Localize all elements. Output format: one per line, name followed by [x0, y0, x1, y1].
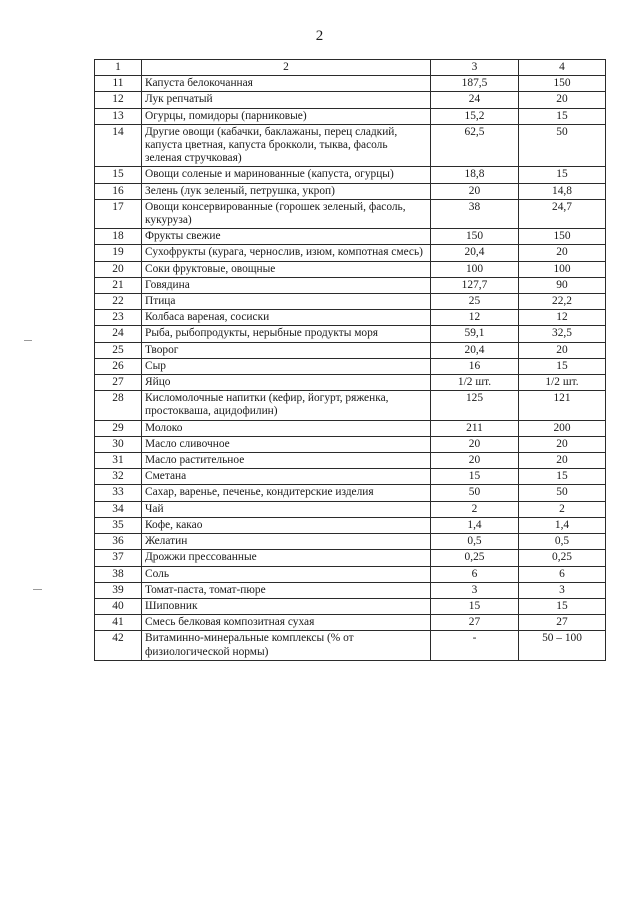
row-number: 26 [95, 358, 142, 374]
table-row [95, 229, 606, 245]
value-col-3: 211 [431, 420, 519, 436]
row-number: 12 [95, 92, 142, 108]
value-col-3: 3 [431, 582, 519, 598]
value-col-4: 20 [519, 436, 606, 452]
value-col-3: 15 [431, 469, 519, 485]
value-col-3: 20,4 [431, 342, 519, 358]
value-col-3: 0,5 [431, 534, 519, 550]
table-row [95, 124, 606, 167]
table-row [95, 92, 606, 108]
row-number: 32 [95, 469, 142, 485]
value-col-4: 24,7 [519, 199, 606, 228]
value-col-4: 20 [519, 342, 606, 358]
row-number: 19 [95, 245, 142, 261]
table-row [95, 261, 606, 277]
product-name: Дрожжи прессованные [142, 550, 431, 566]
row-number: 36 [95, 534, 142, 550]
value-col-3: 18,8 [431, 167, 519, 183]
value-col-3: 20 [431, 453, 519, 469]
value-col-3: 100 [431, 261, 519, 277]
value-col-4: 121 [519, 391, 606, 420]
value-col-4: 200 [519, 420, 606, 436]
value-col-4: 32,5 [519, 326, 606, 342]
value-col-3: 15,2 [431, 108, 519, 124]
row-number: 18 [95, 229, 142, 245]
scan-mark [33, 589, 42, 590]
value-col-3: 127,7 [431, 277, 519, 293]
value-col-4: 90 [519, 277, 606, 293]
product-name: Овощи соленые и маринованные (капуста, огурцы) [142, 167, 431, 183]
value-col-4: 20 [519, 92, 606, 108]
value-col-3: 16 [431, 358, 519, 374]
product-name: Сметана [142, 469, 431, 485]
value-col-3: 2 [431, 501, 519, 517]
product-name: Овощи консервированные (горошек зеленый, фасоль, кукуруза) [142, 199, 431, 228]
value-col-4: 150 [519, 76, 606, 92]
product-name: Желатин [142, 534, 431, 550]
row-number: 29 [95, 420, 142, 436]
table-body [95, 60, 606, 661]
product-name: Шиповник [142, 598, 431, 614]
row-number: 15 [95, 167, 142, 183]
table-row [95, 342, 606, 358]
product-name: Кисломолочные напитки (кефир, йогурт, ряженка, простокваша, ацидофилин) [142, 391, 431, 420]
value-col-3: 12 [431, 310, 519, 326]
table-row [95, 76, 606, 92]
table-row [95, 245, 606, 261]
row-number: 22 [95, 294, 142, 310]
value-col-4: 0,5 [519, 534, 606, 550]
row-number: 20 [95, 261, 142, 277]
table-row [95, 534, 606, 550]
value-col-3: 59,1 [431, 326, 519, 342]
product-name: Чай [142, 501, 431, 517]
table-row [95, 294, 606, 310]
table-row [95, 485, 606, 501]
product-name: Кофе, какао [142, 517, 431, 533]
table-row [95, 199, 606, 228]
row-number: 21 [95, 277, 142, 293]
header-col-1: 1 [95, 60, 142, 76]
value-col-4: 22,2 [519, 294, 606, 310]
value-col-4: 15 [519, 167, 606, 183]
product-name: Масло сливочное [142, 436, 431, 452]
product-name: Фрукты свежие [142, 229, 431, 245]
product-name: Колбаса вареная, сосиски [142, 310, 431, 326]
scan-mark [24, 340, 32, 341]
row-number: 24 [95, 326, 142, 342]
table-row [95, 183, 606, 199]
value-col-3: 1,4 [431, 517, 519, 533]
table-row [95, 615, 606, 631]
row-number: 14 [95, 124, 142, 167]
value-col-3: 62,5 [431, 124, 519, 167]
value-col-3: 20,4 [431, 245, 519, 261]
value-col-4: 15 [519, 598, 606, 614]
value-col-4: 50 – 100 [519, 631, 606, 660]
row-number: 11 [95, 76, 142, 92]
table-row [95, 375, 606, 391]
table-row [95, 550, 606, 566]
table-row [95, 310, 606, 326]
value-col-4: 14,8 [519, 183, 606, 199]
product-name: Зелень (лук зеленый, петрушка, укроп) [142, 183, 431, 199]
row-number: 30 [95, 436, 142, 452]
value-col-4: 15 [519, 469, 606, 485]
product-name: Томат-паста, томат-пюре [142, 582, 431, 598]
table-row [95, 436, 606, 452]
page-number: 2 [315, 28, 324, 44]
product-name: Молоко [142, 420, 431, 436]
row-number: 41 [95, 615, 142, 631]
header-col-4: 4 [519, 60, 606, 76]
value-col-4: 100 [519, 261, 606, 277]
value-col-4: 12 [519, 310, 606, 326]
product-name: Витаминно-минеральные комплексы (% от физиологической нормы) [142, 631, 431, 660]
value-col-4: 15 [519, 108, 606, 124]
table-row [95, 358, 606, 374]
table-row [95, 420, 606, 436]
table-row [95, 582, 606, 598]
product-name: Соки фруктовые, овощные [142, 261, 431, 277]
table-row [95, 598, 606, 614]
product-name: Масло растительное [142, 453, 431, 469]
value-col-3: 25 [431, 294, 519, 310]
table-row [95, 517, 606, 533]
product-name: Говядина [142, 277, 431, 293]
row-number: 37 [95, 550, 142, 566]
table-row [95, 108, 606, 124]
header-col-2: 2 [142, 60, 431, 76]
value-col-3: - [431, 631, 519, 660]
product-name: Смесь белковая композитная сухая [142, 615, 431, 631]
value-col-4: 150 [519, 229, 606, 245]
row-number: 35 [95, 517, 142, 533]
table-row [95, 501, 606, 517]
row-number: 28 [95, 391, 142, 420]
row-number: 40 [95, 598, 142, 614]
food-norms-table [94, 59, 606, 661]
value-col-3: 6 [431, 566, 519, 582]
table-header-row [95, 60, 606, 76]
row-number: 39 [95, 582, 142, 598]
value-col-3: 1/2 шт. [431, 375, 519, 391]
product-name: Сыр [142, 358, 431, 374]
row-number: 23 [95, 310, 142, 326]
product-name: Творог [142, 342, 431, 358]
value-col-3: 20 [431, 183, 519, 199]
table-row [95, 453, 606, 469]
value-col-4: 20 [519, 453, 606, 469]
product-name: Яйцо [142, 375, 431, 391]
table-row [95, 469, 606, 485]
value-col-3: 20 [431, 436, 519, 452]
product-name: Сухофрукты (курага, чернослив, изюм, компотная смесь) [142, 245, 431, 261]
table-row [95, 391, 606, 420]
value-col-4: 50 [519, 124, 606, 167]
product-name: Соль [142, 566, 431, 582]
value-col-3: 50 [431, 485, 519, 501]
value-col-4: 27 [519, 615, 606, 631]
product-name: Огурцы, помидоры (парниковые) [142, 108, 431, 124]
table-row [95, 277, 606, 293]
value-col-3: 125 [431, 391, 519, 420]
value-col-3: 150 [431, 229, 519, 245]
table-row [95, 566, 606, 582]
value-col-3: 38 [431, 199, 519, 228]
value-col-4: 1/2 шт. [519, 375, 606, 391]
value-col-4: 50 [519, 485, 606, 501]
row-number: 38 [95, 566, 142, 582]
table-row [95, 631, 606, 660]
header-col-3: 3 [431, 60, 519, 76]
row-number: 34 [95, 501, 142, 517]
table-row [95, 326, 606, 342]
row-number: 13 [95, 108, 142, 124]
value-col-3: 15 [431, 598, 519, 614]
row-number: 42 [95, 631, 142, 660]
value-col-3: 27 [431, 615, 519, 631]
value-col-3: 0,25 [431, 550, 519, 566]
row-number: 17 [95, 199, 142, 228]
value-col-4: 15 [519, 358, 606, 374]
product-name: Другие овощи (кабачки, баклажаны, перец сладкий, капуста цветная, капуста брокколи, тыква, фасоль зеленая стручковая) [142, 124, 431, 167]
value-col-3: 187,5 [431, 76, 519, 92]
value-col-3: 24 [431, 92, 519, 108]
value-col-4: 3 [519, 582, 606, 598]
product-name: Рыба, рыбопродукты, нерыбные продукты моря [142, 326, 431, 342]
row-number: 25 [95, 342, 142, 358]
row-number: 27 [95, 375, 142, 391]
product-name: Капуста белокочанная [142, 76, 431, 92]
value-col-4: 6 [519, 566, 606, 582]
value-col-4: 20 [519, 245, 606, 261]
value-col-4: 2 [519, 501, 606, 517]
product-name: Птица [142, 294, 431, 310]
row-number: 31 [95, 453, 142, 469]
product-name: Сахар, варенье, печенье, кондитерские изделия [142, 485, 431, 501]
row-number: 33 [95, 485, 142, 501]
product-name: Лук репчатый [142, 92, 431, 108]
value-col-4: 1,4 [519, 517, 606, 533]
value-col-4: 0,25 [519, 550, 606, 566]
table-row [95, 167, 606, 183]
row-number: 16 [95, 183, 142, 199]
